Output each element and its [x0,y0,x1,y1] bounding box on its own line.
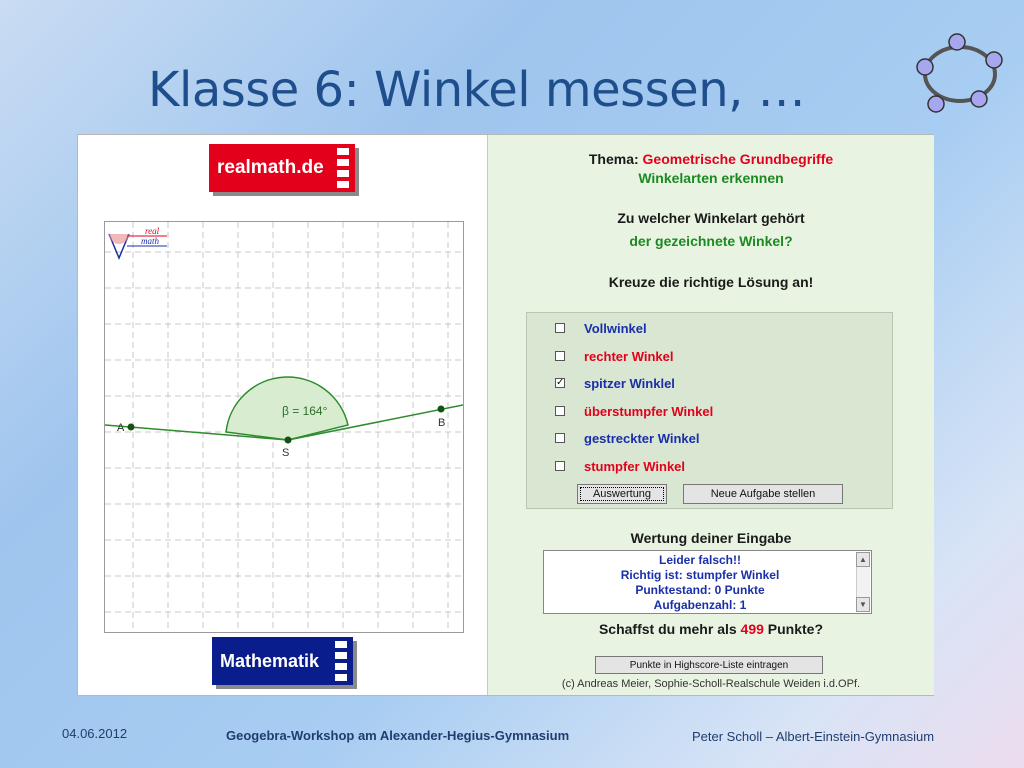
footer-date: 04.06.2012 [62,726,128,741]
geometry-pane [78,135,486,695]
mathematik-logo[interactable] [212,637,353,685]
stripes-icon [337,148,349,188]
label-a: A [117,422,125,434]
challenge-line [488,621,934,637]
point-a[interactable] [128,424,135,431]
option-row[interactable] [555,428,700,448]
challenge-points: 499 [740,621,764,637]
scrollbar-track[interactable] [856,567,870,597]
option-checkbox[interactable] [555,323,565,333]
option-label[interactable]: stumpfer Winkel [584,458,686,474]
option-checkbox[interactable] [555,406,565,416]
challenge-after: Punkte? [763,621,824,637]
option-checkbox[interactable] [555,461,565,471]
scroll-down-icon[interactable]: ▼ [856,597,870,612]
label-b: B [438,417,446,429]
new-task-button[interactable]: Neue Aufgabe stellen [683,484,843,504]
question-line2: der gezeichnete Winkel? [629,233,793,249]
topic-value: Geometrische Grundbegriffe [642,151,834,167]
option-label[interactable]: spitzer Winklel [584,375,675,391]
option-row[interactable] [555,346,673,366]
point-s[interactable] [285,437,292,444]
option-label[interactable]: gestreckter Winkel [584,430,700,446]
small-logo-real: real [145,226,160,236]
footer-center: Geogebra-Workshop am Alexander-Hegius-Gymnasium [226,728,570,743]
option-label[interactable]: rechter Winkel [584,348,674,364]
result-textarea[interactable] [543,550,872,614]
question-line1: Zu welcher Winkelart gehört [617,210,805,226]
option-row[interactable] [555,373,675,393]
point-b[interactable] [438,406,445,413]
topic-label: Thema: [588,151,639,167]
result-heading: Wertung deiner Eingabe [630,530,792,546]
option-row[interactable] [555,318,647,338]
angle-label: β = 164° [282,404,328,418]
geometry-canvas[interactable] [104,221,464,633]
option-label[interactable]: überstumpfer Winkel [584,403,714,419]
mathematik-logo-text: Mathematik [220,650,320,671]
result-line: Punktestand: 0 Punkte [635,583,765,597]
task-pane [487,135,934,695]
stripes-icon [335,641,347,681]
small-logo-math: math [141,236,159,246]
highscore-button[interactable]: Punkte in Highscore-Liste eintragen [595,656,823,674]
option-row[interactable] [555,456,685,476]
option-checkbox[interactable]: ✓ [556,377,565,388]
option-checkbox[interactable] [555,433,565,443]
evaluate-button[interactable]: Auswertung [577,484,667,504]
option-checkbox[interactable] [555,351,565,361]
result-line: Leider falsch!! [658,553,742,567]
scroll-up-icon[interactable]: ▲ [856,552,870,567]
slide-title: Klasse 6: Winkel messen, … [148,62,806,118]
applet-window [77,134,934,696]
label-s: S [282,447,290,459]
challenge-before: Schaffst du mehr als [598,621,741,637]
copyright: (c) Andreas Meier, Sophie-Scholl-Realschule Weiden i.d.OPf. [561,678,861,690]
instruction: Kreuze die richtige Lösung an! [608,274,814,290]
footer-right: Peter Scholl – Albert-Einstein-Gymnasium [692,729,935,744]
result-line: Aufgabenzahl: 1 [653,598,747,612]
result-line: Richtig ist: stumpfer Winkel [620,568,780,582]
realmath-logo-text: realmath.de [217,157,324,178]
geometry-svg [105,222,463,632]
option-label[interactable]: Vollwinkel [584,320,647,336]
geogebra-logo-icon [912,30,1008,114]
option-row[interactable] [555,401,713,421]
realmath-logo[interactable] [209,144,355,192]
topic-subtitle: Winkelarten erkennen [638,170,784,186]
topic-line [488,151,934,167]
options-panel [526,312,893,509]
